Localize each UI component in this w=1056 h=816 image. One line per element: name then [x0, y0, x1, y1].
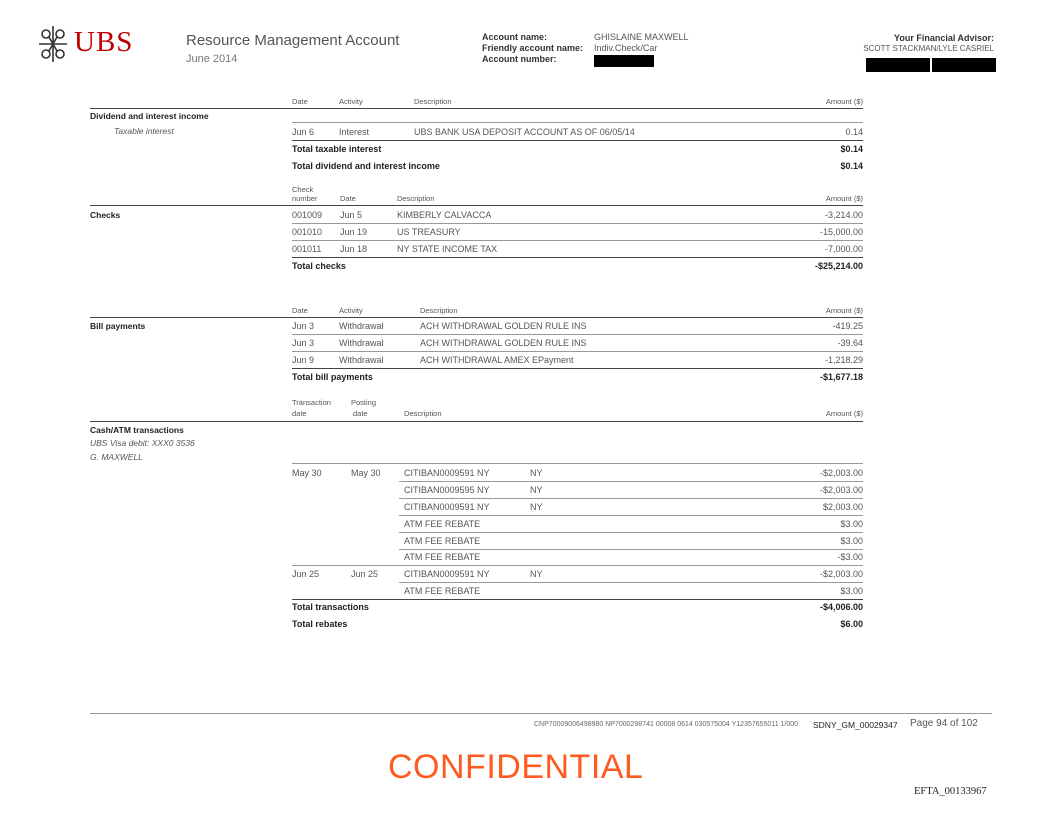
bill-description: ACH WITHDRAWAL GOLDEN RULE INS — [420, 321, 587, 331]
total-transactions-value: -$4,006.00 — [819, 602, 863, 612]
div-row-amount: 0.14 — [845, 127, 863, 137]
cash-hdr-pdate: date — [353, 409, 368, 418]
cash-amount: $3.00 — [840, 536, 863, 546]
page-number: Page 94 of 102 — [910, 718, 978, 729]
cash-amount: -$2,003.00 — [819, 485, 863, 495]
chk-hdr-description: Description — [397, 194, 435, 203]
checks-section-label: Checks — [90, 210, 121, 220]
cash-tdate: Jun 25 — [292, 569, 320, 579]
friendly-name-value: Indiv.Check/Car — [594, 43, 658, 53]
bill-amount: -1,218.29 — [824, 355, 863, 365]
bill-hdr-amount: Amount ($) — [825, 306, 863, 315]
bates-stamp: SDNY_GM_00029347 — [813, 720, 898, 730]
cash-pdate: May 30 — [351, 468, 381, 478]
ubs-logo-text: UBS — [74, 26, 134, 58]
div-hdr-description: Description — [414, 97, 452, 106]
check-date: Jun 5 — [340, 210, 363, 220]
cash-header-rule — [90, 421, 863, 422]
cash-pdate: Jun 25 — [351, 569, 379, 579]
check-date: Jun 19 — [340, 227, 368, 237]
bills-total-rule — [292, 368, 863, 369]
div-section-label: Dividend and interest income — [90, 111, 209, 121]
bill-amount: -39.64 — [837, 338, 863, 348]
cash-description: CITIBAN0009591 NY — [404, 569, 490, 579]
total-transactions-label: Total transactions — [292, 602, 369, 612]
bill-activity: Withdrawal — [339, 355, 384, 365]
cash-amount: -$2,003.00 — [819, 569, 863, 579]
total-bills-label: Total bill payments — [292, 372, 373, 382]
total-bills-value: -$1,677.18 — [819, 372, 863, 382]
advisor-title: Your Financial Advisor: — [893, 33, 994, 43]
checks-total-rule — [292, 257, 863, 258]
ubs-keys-logo-icon — [36, 24, 70, 64]
cash-row-rule — [399, 532, 863, 533]
chk-hdr-date: Date — [340, 194, 356, 203]
cash-amount: $2,003.00 — [822, 502, 863, 512]
cash-description: ATM FEE REBATE — [404, 519, 481, 529]
total-rebates-value: $6.00 — [840, 619, 863, 629]
cash-row-rule — [399, 498, 863, 499]
friendly-name-label: Friendly account name: — [482, 43, 584, 53]
bill-hdr-description: Description — [420, 306, 458, 315]
cash-row-rule — [399, 481, 863, 482]
cash-hdr-posting: Posting — [351, 398, 377, 407]
chk-hdr-check: Check — [292, 185, 314, 194]
chk-header-rule — [90, 205, 863, 206]
total-checks-value: -$25,214.00 — [814, 261, 863, 271]
account-values — [594, 32, 689, 54]
cash-amount: -$3.00 — [837, 552, 863, 562]
cash-description: ATM FEE REBATE — [404, 586, 481, 596]
check-date: Jun 18 — [340, 244, 368, 254]
cash-amount: $3.00 — [840, 586, 863, 596]
bill-header-rule — [90, 317, 863, 318]
cash-row-rule — [399, 582, 863, 583]
cash-description: CITIBAN0009595 NY — [404, 485, 490, 495]
statement-month: June 2014 — [186, 53, 238, 65]
div-row-activity: Interest — [339, 127, 370, 137]
cash-subrule — [292, 463, 863, 464]
footer-code: CNP70009006498980 NP7000298741 00008 0614 030575004 Y12357655011 1/000 — [534, 721, 799, 728]
check-row-rule — [292, 240, 863, 241]
cash-total-rule — [292, 599, 863, 600]
bill-hdr-date: Date — [292, 306, 308, 315]
bill-activity: Withdrawal — [339, 338, 384, 348]
check-row-rule — [292, 223, 863, 224]
total-checks-label: Total checks — [292, 261, 346, 271]
footer-rule — [90, 713, 992, 714]
document-title: Resource Management Account — [186, 32, 400, 49]
cash-row-rule — [292, 565, 863, 566]
check-amount: -3,214.00 — [824, 210, 863, 220]
cash-state: NY — [530, 468, 543, 478]
cash-hdr-transaction: Transaction — [292, 398, 331, 407]
advisor-redaction-2 — [932, 58, 996, 72]
cash-description: ATM FEE REBATE — [404, 536, 481, 546]
cash-amount: $3.00 — [840, 519, 863, 529]
account-number-label: Account number: — [482, 54, 557, 64]
cardholder-label: G. MAXWELL — [90, 452, 143, 462]
cash-state: NY — [530, 502, 543, 512]
check-number: 001010 — [292, 227, 323, 237]
account-name-value: GHISLAINE MAXWELL — [594, 32, 689, 42]
bill-row-rule — [292, 351, 863, 352]
account-labels — [482, 32, 583, 65]
card-label: UBS Visa debit: XXX0 3536 — [90, 438, 195, 448]
div-row-date: Jun 6 — [292, 127, 315, 137]
bill-row-rule — [292, 334, 863, 335]
cash-hdr-description: Description — [404, 409, 442, 418]
efta-stamp: EFTA_00133967 — [914, 786, 987, 797]
bill-date: Jun 3 — [292, 338, 315, 348]
bill-activity: Withdrawal — [339, 321, 384, 331]
cash-hdr-tdate: date — [292, 409, 307, 418]
cash-amount: -$2,003.00 — [819, 468, 863, 478]
chk-hdr-amount: Amount ($) — [825, 194, 863, 203]
cash-section-label: Cash/ATM transactions — [90, 425, 184, 435]
total-div-label: Total dividend and interest income — [292, 161, 440, 171]
bill-description: ACH WITHDRAWAL GOLDEN RULE INS — [420, 338, 587, 348]
advisor-redaction-1 — [866, 58, 930, 72]
bill-date: Jun 3 — [292, 321, 315, 331]
bill-date: Jun 9 — [292, 355, 315, 365]
taxable-interest-label: Taxable interest — [114, 126, 174, 136]
div-header-rule — [90, 108, 863, 109]
cash-description: CITIBAN0009591 NY — [404, 502, 490, 512]
check-description: NY STATE INCOME TAX — [397, 244, 498, 254]
cash-state: NY — [530, 569, 543, 579]
div-row-description: UBS BANK USA DEPOSIT ACCOUNT AS OF 06/05/14 — [414, 127, 635, 137]
account-number-redaction — [594, 55, 654, 67]
total-rebates-label: Total rebates — [292, 619, 348, 629]
bill-description: ACH WITHDRAWAL AMEX EPayment — [420, 355, 574, 365]
check-description: KIMBERLY CALVACCA — [397, 210, 492, 220]
advisor-name: SCOTT STACKMAN/LYLE CASRIEL — [863, 44, 994, 53]
cash-row-rule — [399, 549, 863, 550]
check-description: US TREASURY — [397, 227, 461, 237]
account-name-label: Account name: — [482, 32, 548, 42]
check-number: 001009 — [292, 210, 323, 220]
cash-hdr-amount: Amount ($) — [825, 409, 863, 418]
check-number: 001011 — [292, 244, 322, 254]
div-subrule — [292, 122, 863, 123]
cash-state: NY — [530, 485, 543, 495]
cash-description: CITIBAN0009591 NY — [404, 468, 490, 478]
total-taxable-label: Total taxable interest — [292, 144, 382, 154]
total-taxable-value: $0.14 — [840, 144, 863, 154]
cash-description: ATM FEE REBATE — [404, 552, 481, 562]
cash-row-rule — [399, 515, 863, 516]
bills-section-label: Bill payments — [90, 321, 146, 331]
div-hdr-amount: Amount ($) — [825, 97, 863, 106]
bill-hdr-activity: Activity — [339, 306, 363, 315]
total-div-value: $0.14 — [840, 161, 863, 171]
check-amount: -15,000.00 — [819, 227, 863, 237]
check-amount: -7,000.00 — [824, 244, 863, 254]
confidential-stamp: CONFIDENTIAL — [388, 748, 644, 786]
cash-tdate: May 30 — [292, 468, 322, 478]
div-total-rule — [292, 140, 863, 141]
div-hdr-activity: Activity — [339, 97, 363, 106]
chk-hdr-number: number — [292, 194, 318, 203]
bill-amount: -419.25 — [832, 321, 863, 331]
div-hdr-date: Date — [292, 97, 308, 106]
